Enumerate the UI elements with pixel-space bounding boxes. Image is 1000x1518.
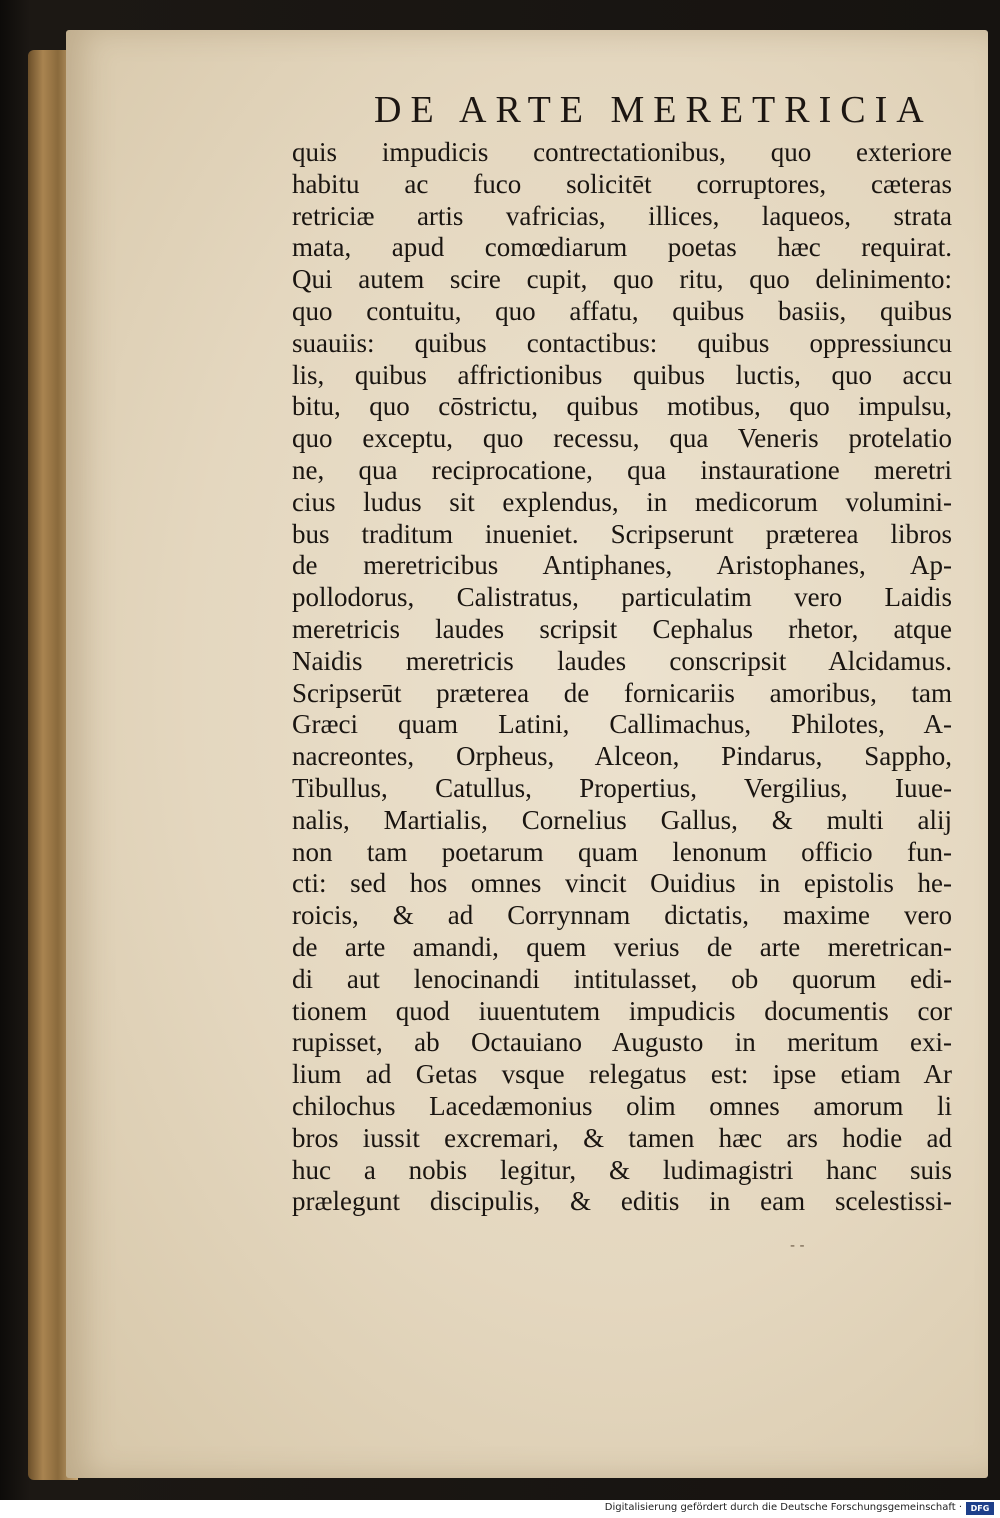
text-line: retriciæ artis vafricias, illices, laqueos, strata [292,200,952,231]
text-line: meretricis laudes scripsit Cephalus rhetor, atque [292,613,952,644]
text-line: quis impudicis contrectationibus, quo exteriore [292,137,952,167]
text-line: nalis, Martialis, Cornelius Gallus, & multi alij [292,804,952,835]
text-line: lis, quibus affrictionibus quibus luctis, quo accu [292,359,952,390]
text-line: cti: sed hos omnes vincit Ouidius in epistolis he- [292,868,952,899]
text-line: Scripserūt præterea de fornicariis amoribus, tam [292,677,952,708]
text-line: bus traditum inueniet. Scripserunt præterea libros [292,518,952,549]
footer-credit: Digitalisierung gefördert durch die Deutsche Forschungsgemeinschaft · [604,1502,962,1513]
text-line: suauiis: quibus contactibus: quibus oppressiuncu [292,327,952,358]
text-line: Qui autem scire cupit, quo ritu, quo delinimento: [292,264,952,295]
text-line: huc a nobis legitur, & ludimagistri hanc suis [292,1154,952,1185]
text-line: non tam poetarum quam lenonum officio fun- [292,836,952,867]
text-line: nacreontes, Orpheus, Alceon, Pindarus, Sappho, [292,741,952,772]
text-line: bros iussit excremari, & tamen hæc ars hodie ad [292,1122,952,1153]
text-line: Naidis meretricis laudes conscripsit Alcidamus. [292,645,952,676]
text-line: chilochus Lacedæmonius olim omnes amorum li [292,1090,952,1121]
text-line: ne, qua reciprocatione, qua instauratione meretri [292,454,952,485]
running-heading: DE ARTE MERETRICIA [374,89,933,131]
text-line: roicis, & ad Corrynnam dictatis, maxime vero [292,900,952,931]
text-line: tionem quod iuuentutem impudicis documentis cor [292,995,952,1026]
text-line: quo contuitu, quo affatu, quibus basiis, quibus [292,295,952,326]
text-line: de meretricibus Antiphanes, Aristophanes, Ap- [292,550,952,581]
text-line: Tibullus, Catullus, Propertius, Vergilius, Iuue- [292,772,952,803]
text-line: pollodorus, Calistratus, particulatim vero Laidis [292,582,952,613]
text-line: rupisset, ab Octauiano Augusto in meritum exi- [292,1027,952,1058]
text-line: Græci quam Latini, Callimachus, Philotes, A- [292,709,952,740]
text-line: di aut lenocinandi intitulasset, ob quorum edi- [292,963,952,994]
text-line: mata, apud comœdiarum poetas hæc requirat. [292,232,952,263]
dfg-logo-icon: DFG [966,1502,994,1515]
stray-mark: - - [790,1238,805,1254]
text-line: bitu, quo cōstrictu, quibus motibus, quo impulsu, [292,391,952,422]
text-line: de arte amandi, quem verius de arte meretrican- [292,931,952,962]
text-line: prælegunt discipulis, & editis in eam scelestissi- [292,1186,952,1217]
text-line: quo exceptu, quo recessu, qua Veneris protelatio [292,423,952,454]
body-text [292,137,952,1218]
text-line: lium ad Getas vsque relegatus est: ipse etiam Ar [292,1059,952,1090]
text-line: habitu ac fuco solicitēt corruptores, cæteras [292,168,952,199]
text-line: cius ludus sit explendus, in medicorum volumini- [292,486,952,517]
